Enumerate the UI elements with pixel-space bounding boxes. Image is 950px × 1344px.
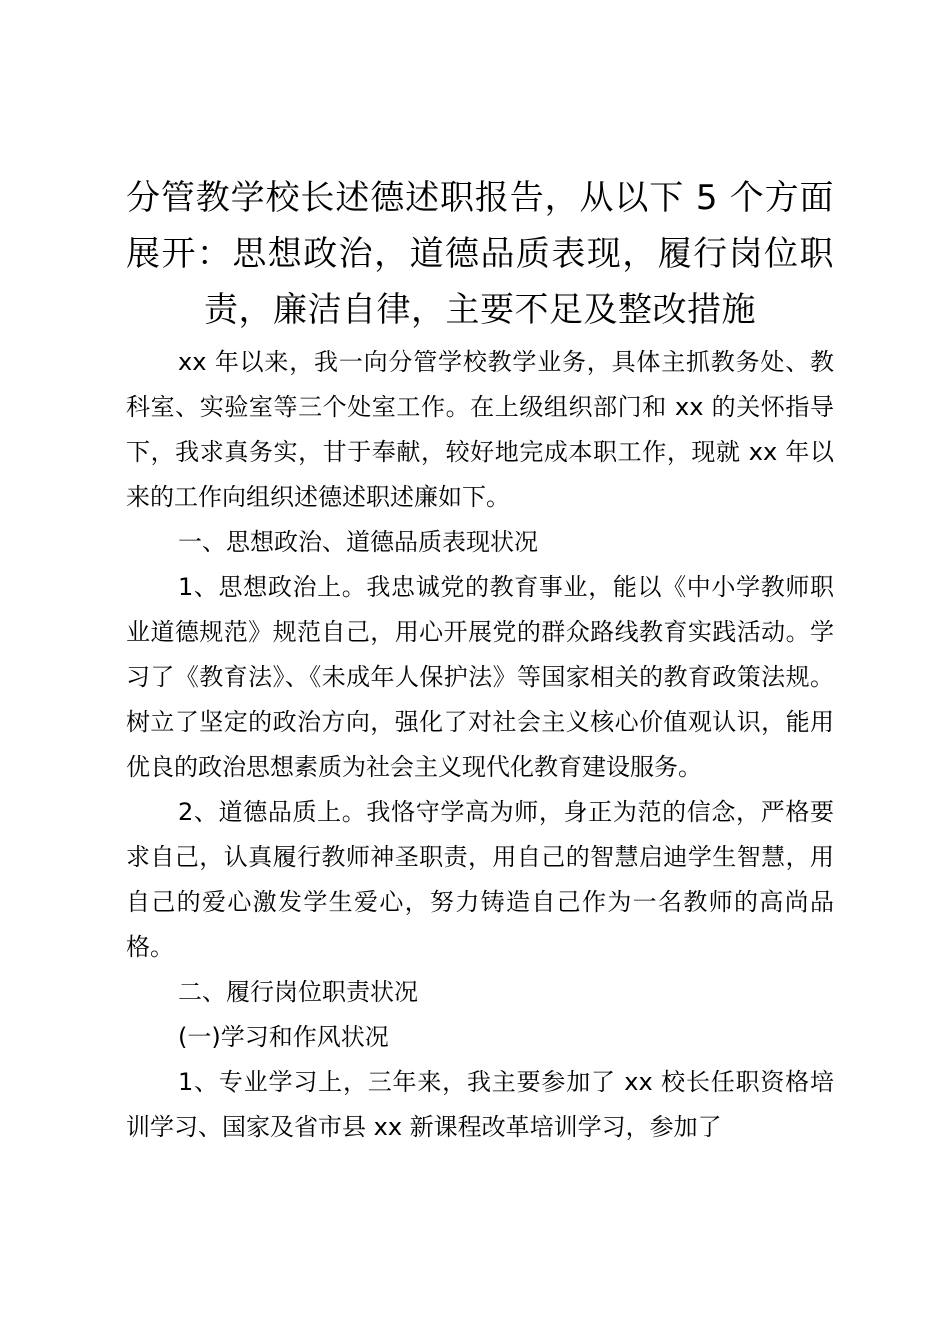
document-page (126, 170, 834, 1150)
section1-paragraph-2: 2、道德品质上。我恪守学高为师，身正为范的信念，严格要求自己，认真履行教师神圣职责，用自己的智慧启迪学生智慧，用自己的爱心激发学生爱心，努力铸造自己作为一名教师的高尚品格。 (126, 798, 834, 961)
section2-paragraph-1: 1、专业学习上，三年来，我主要参加了 xx 校长任职资格培训学习、国家及省市县 xx 新课程改革培训学习，参加了 (126, 1068, 834, 1141)
intro-paragraph: xx 年以来，我一向分管学校教学业务，具体主抓教务处、教科室、实验室等三个处室工作。在上级组织部门和 xx 的关怀指导下，我求真务实，甘于奉献，较好地完成本职工作，现就 xx 年以来的工作向组织述德述职述廉如下。 (126, 348, 834, 511)
document-title: 分管教学校长述德述职报告，从以下 5 个方面展开：思想政治，道德品质表现，履行岗位职责，廉洁自律，主要不足及整改措施 (126, 178, 834, 330)
section1-paragraph-1: 1、思想政治上。我忠诚党的教育事业，能以《中小学教师职业道德规范》规范自己，用心开展党的群众路线教育实践活动。学习了《教育法》、《未成年人保护法》等国家相关的教育政策法规。树立了坚定的政治方向，强化了对社会主义核心价值观认识，能用优良的政治思想素质为社会主义现代化教育建设服务。 (126, 573, 834, 781)
section-heading-2: 二、履行岗位职责状况 (178, 978, 418, 1006)
section-heading-1: 一、思想政治、道德品质表现状况 (178, 528, 538, 556)
subsection-heading-1: (一)学习和作风状况 (178, 1023, 389, 1051)
